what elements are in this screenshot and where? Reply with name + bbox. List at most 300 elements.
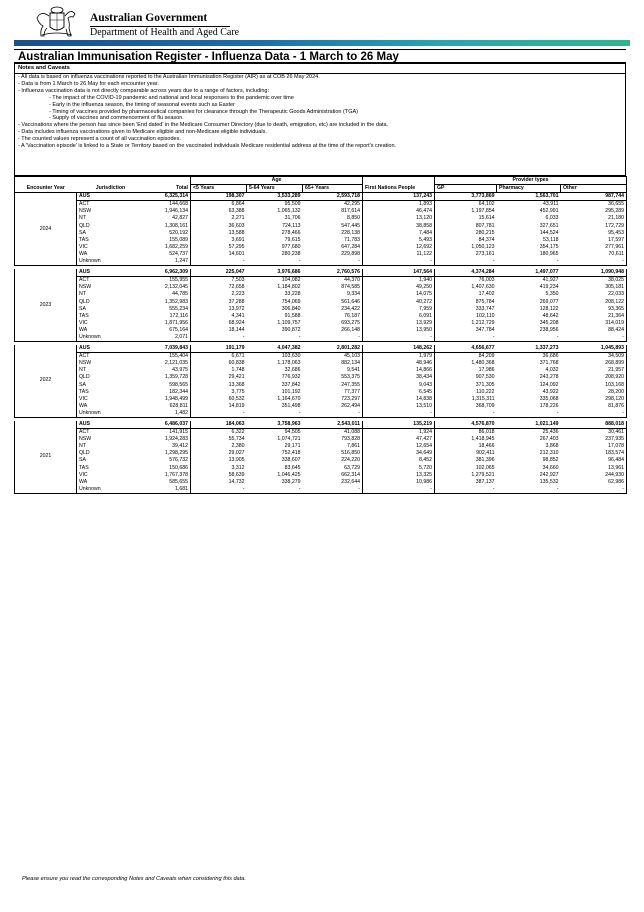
value-cell: - [435,258,497,266]
value-cell: 1,924 [363,429,435,437]
jurisdiction-cell: NT [77,291,145,298]
column-header: Pharmacy [497,185,561,193]
note-item: - Supply of vaccines and commencement of flu season. [49,115,184,122]
table-row [15,320,627,327]
value-cell: 39,412 [172,443,188,450]
value-cell: 327,651 [539,222,559,229]
value-cell: - [303,334,363,342]
value-cell: 9,334 [347,291,360,298]
table-row [15,291,627,298]
value-cell: 14,075 [363,291,435,298]
value-cell: 17,402 [435,291,497,298]
value-cell: 36,686 [542,353,559,360]
value-cell: 561,646 [341,298,360,305]
jurisdiction-cell: AUS [77,269,145,277]
value-cell: 63,388 [191,208,247,215]
value-cell: 1,090,948 [561,269,627,277]
value-cell: 46,474 [363,208,435,215]
value-cell: 104,082 [281,277,301,284]
value-cell: 110,222 [435,389,497,396]
value-cell: 306,840 [281,305,301,312]
jurisdiction-cell: ACT [77,201,145,209]
value-cell: 155,955 [169,277,188,284]
value-cell: - [191,334,247,342]
value-cell: 11,122 [363,251,435,258]
value-cell: 1,871,956 [164,319,188,326]
jurisdiction-cell: QLD [77,223,145,230]
table-row [15,353,627,361]
table-row [15,396,627,403]
table-row [15,334,627,342]
value-cell: 93,365 [561,306,627,313]
jurisdiction-cell: SA [77,230,145,237]
jurisdiction-cell: SA [77,382,145,389]
value-cell: 247,355 [341,381,360,388]
value-cell: 1,074,721 [277,436,301,443]
jurisdiction-cell: ACT [77,353,145,361]
value-cell: 14,866 [363,367,435,374]
value-cell: - [435,410,497,418]
value-cell: 1,308,161 [164,222,188,229]
column-header: Other [561,185,627,193]
value-cell: 1,480,368 [435,360,497,367]
value-cell: 278,466 [281,229,301,236]
encounter-year-cell: 2022 [15,345,77,417]
value-cell: 6,962,309 [145,269,191,277]
jurisdiction-cell: AUS [77,421,145,429]
value-cell: 70,611 [561,251,627,258]
column-header: 65+ Years [303,185,363,193]
jurisdiction-cell: NSW [77,284,145,291]
value-cell: 144,668 [169,201,188,208]
value-cell: 29,171 [284,443,301,450]
value-cell: 754,069 [281,298,301,305]
value-cell: 57,295 [191,244,247,251]
value-cell: 135,532 [539,478,559,485]
value-cell: 21,364 [561,313,627,320]
note-item: - The impact of the COVID-19 pandemic and national and local responses to the pandemic over time [49,94,294,101]
value-cell: 21,180 [561,215,627,222]
table-row [15,486,627,494]
jurisdiction-cell: SA [77,306,145,313]
note-item: - Early in the influenza season, the timing of seasonal events such as Easter [49,101,235,108]
column-header: <5 Years [191,185,247,193]
table-row [15,251,627,258]
value-cell: 124,092 [539,381,559,388]
value-cell: - [303,410,363,418]
value-cell: 662,314 [341,471,360,478]
notes-list [15,74,625,150]
table-row [15,465,627,472]
value-cell: 2,380 [191,443,247,450]
encounter-year-cell: 2023 [15,269,77,341]
value-cell: 1,247 [145,258,191,266]
value-cell: 1,050,123 [435,244,497,251]
value-cell: 907,530 [435,374,497,381]
value-cell: 36,603 [191,223,247,230]
jurisdiction-cell: TAS [77,313,145,320]
value-cell: 7,861 [347,443,360,450]
value-cell: 29,421 [191,374,247,381]
value-cell: 3,775 [191,389,247,396]
value-cell: 875,784 [435,299,497,306]
value-cell: 155,404 [169,353,188,360]
value-cell: 3,868 [545,443,559,450]
value-cell: 17,078 [561,443,627,450]
value-cell: 147,564 [363,269,435,277]
value-cell: 225,047 [191,269,247,277]
value-cell: 13,510 [363,403,435,410]
value-cell: 1,767,378 [164,471,188,478]
value-cell: 33,228 [284,291,301,298]
table-row [15,421,627,429]
report-title: Australian Immunisation Register - Influenza Data - 1 March to 26 May [14,49,626,63]
value-cell: 647,284 [341,243,360,250]
value-cell: 419,234 [539,284,559,291]
value-cell: 817,614 [341,208,360,215]
value-cell: 1,893 [363,201,435,209]
value-cell: - [435,486,497,494]
value-cell: 598,565 [169,381,188,388]
value-cell: 172,729 [561,223,627,230]
table-row [15,223,627,230]
value-cell: 232,644 [341,478,360,485]
value-cell: 94,505 [284,429,301,436]
value-cell: 452,991 [539,208,559,215]
value-cell: 208,920 [561,374,627,381]
value-cell: - [561,334,627,342]
group-header-row [15,177,627,185]
table-row [15,299,627,306]
value-cell: 874,585 [341,284,360,291]
value-cell: 1,563,701 [497,193,561,201]
value-cell: 12,654 [363,443,435,450]
value-cell: 98,852 [542,457,559,464]
value-cell: 38,434 [363,374,435,381]
value-cell: 280,215 [435,230,497,237]
value-cell: 42,295 [344,201,360,208]
value-cell: 1,046,425 [277,471,301,478]
value-cell: 183,574 [561,450,627,457]
value-cell: 22,033 [561,291,627,298]
value-cell: 3,691 [191,237,247,244]
value-cell: 2,760,576 [303,269,363,277]
value-cell: 6,671 [191,353,247,361]
value-cell: 371,768 [539,360,559,367]
value-cell: 2,593,718 [303,193,363,201]
value-cell: 576,732 [169,457,188,464]
column-header: 5-64 Years [247,185,303,193]
value-cell: 266,148 [341,326,360,333]
value-cell: 41,088 [344,429,360,436]
value-cell: - [435,334,497,342]
value-cell: 137,243 [363,193,435,201]
value-cell: 1,979 [363,353,435,361]
value-cell: 144,524 [539,229,559,236]
jurisdiction-cell: SA [77,457,145,464]
value-cell: 102,110 [435,313,497,320]
value-cell: 17,986 [435,367,497,374]
value-cell: 37,288 [191,299,247,306]
note-item: - Timing of vaccines provided by pharmaceutical companies for clearance through the Therapeutic Goods Administration (TGA) [49,108,358,115]
value-cell: 34,660 [542,464,559,471]
column-header: Encounter Year [15,185,77,193]
value-cell: - [247,486,303,494]
influenza-data-table [14,176,626,494]
jurisdiction-cell: TAS [77,465,145,472]
column-header: GP [435,185,497,193]
value-cell: 41,927 [542,277,559,284]
value-cell: 1,948,499 [164,395,188,402]
jurisdiction-cell: WA [77,403,145,410]
jurisdiction-cell: VIC [77,472,145,479]
value-cell: 1,482 [145,410,191,418]
value-cell: 103,630 [281,353,301,360]
value-cell: 354,175 [539,243,559,250]
value-cell: 2,223 [191,291,247,298]
value-cell: 172,116 [169,312,188,319]
value-cell: - [303,258,363,266]
value-cell: 91,588 [284,312,301,319]
table-row [15,389,627,396]
value-cell: 3,758,963 [247,421,303,429]
value-cell: 34,509 [561,353,627,361]
value-cell: 212,310 [539,450,559,457]
value-cell: 182,344 [169,388,188,395]
jurisdiction-cell: NT [77,443,145,450]
value-cell: 4,341 [191,313,247,320]
value-cell: 3,976,686 [247,269,303,277]
value-cell: 244,930 [561,472,627,479]
value-cell: 44,370 [344,277,360,284]
table-row [15,306,627,313]
value-cell: 345,208 [539,319,559,326]
value-cell: 6,486,037 [145,421,191,429]
jurisdiction-cell: TAS [77,237,145,244]
value-cell: 387,137 [435,479,497,486]
value-cell: 13,961 [561,465,627,472]
value-cell: 776,932 [281,374,301,381]
value-cell: 977,680 [281,243,301,250]
value-cell: 14,601 [191,251,247,258]
value-cell: 277,961 [561,244,627,251]
value-cell: 34,649 [363,450,435,457]
value-cell: 234,422 [341,305,360,312]
value-cell: 269,077 [539,298,559,305]
value-cell: 13,588 [191,230,247,237]
value-cell: 10,986 [363,479,435,486]
value-cell: 7,039,843 [145,345,191,353]
value-cell: 21,957 [561,367,627,374]
value-cell: - [561,410,627,418]
value-cell: - [561,486,627,494]
value-cell: 553,375 [341,374,360,381]
value-cell: 5,720 [363,465,435,472]
encounter-year-cell: 2021 [15,421,77,493]
value-cell: 64,102 [435,201,497,209]
table-row [15,472,627,479]
value-cell: 17,597 [561,237,627,244]
value-cell: 1,021,149 [497,421,561,429]
value-cell: 2,543,011 [303,421,363,429]
value-cell: 55,734 [191,436,247,443]
value-cell: 12,692 [363,244,435,251]
value-cell: 2,121,035 [164,360,188,367]
table-row [15,201,627,209]
value-cell: 198,307 [191,193,247,201]
value-cell: 371,305 [435,382,497,389]
value-cell: - [561,258,627,266]
value-cell: 238,956 [539,326,559,333]
value-cell: 1,298,295 [164,450,188,457]
value-cell: 1,418,945 [435,436,497,443]
value-cell: 4,047,382 [247,345,303,353]
value-cell: 191,179 [191,345,247,353]
table-row [15,374,627,381]
value-cell: 2,132,045 [164,284,188,291]
value-cell: 882,134 [341,360,360,367]
jurisdiction-cell: TAS [77,389,145,396]
value-cell: - [303,486,363,494]
value-cell: 101,192 [281,388,301,395]
value-cell: 103,168 [561,382,627,389]
value-cell: - [363,334,435,342]
jurisdiction-cell: ACT [77,429,145,437]
value-cell: 38,858 [363,223,435,230]
value-cell: 1,178,063 [277,360,301,367]
value-cell: 1,359,728 [164,374,188,381]
value-cell: 13,325 [363,472,435,479]
value-cell: 1,212,729 [435,320,497,327]
value-cell: 13,950 [363,327,435,334]
value-cell: 368,709 [435,403,497,410]
value-cell: 516,850 [341,450,360,457]
value-cell: 4,374,284 [435,269,497,277]
value-cell: 1,748 [191,367,247,374]
value-cell: 902,411 [435,450,497,457]
jurisdiction-cell: AUS [77,345,145,353]
value-cell: 555,234 [169,305,188,312]
jurisdiction-cell: NT [77,215,145,222]
value-cell: 79,615 [284,236,301,243]
value-cell: 1,681 [145,486,191,494]
value-cell: 280,238 [281,250,301,257]
value-cell: 807,781 [435,223,497,230]
value-cell: 4,576,870 [435,421,497,429]
value-cell: 390,872 [281,326,301,333]
provider-group-header: Provider types [435,177,627,185]
table-row [15,284,627,291]
value-cell: 141,915 [169,429,188,436]
jurisdiction-cell: QLD [77,374,145,381]
jurisdiction-cell: Unknown [77,258,145,266]
value-cell: 178,226 [539,402,559,409]
value-cell: 60,838 [191,360,247,367]
column-header-row [15,185,627,193]
value-cell: 314,019 [561,320,627,327]
value-cell: 1,164,670 [277,395,301,402]
value-cell: 155,089 [169,236,188,243]
value-cell: 338,279 [281,478,301,485]
value-cell: 14,819 [191,403,247,410]
value-cell: 7,484 [363,230,435,237]
value-cell: 84,374 [435,237,497,244]
value-cell: 95,509 [284,201,301,208]
table-row [15,367,627,374]
value-cell: 793,828 [341,436,360,443]
value-cell: 128,122 [539,305,559,312]
note-item: - Vaccinations where the person has since been 'End dated' in the Medicare Consumer Directory (due to death, emigration, etc) are included in the data. [18,122,389,129]
jurisdiction-cell: NSW [77,436,145,443]
value-cell: - [497,258,561,266]
jurisdiction-cell: QLD [77,450,145,457]
value-cell: 6,545 [363,389,435,396]
value-cell: 305,181 [561,284,627,291]
value-cell: 77,377 [344,388,360,395]
value-cell: 84,209 [435,353,497,361]
value-cell: 6,325,314 [145,193,191,201]
value-cell: 1,315,311 [435,396,497,403]
value-cell: 242,927 [539,471,559,478]
table-row [15,479,627,486]
note-item: - Data is from 1 March to 26 May for each encounter year. [18,80,159,87]
table-row [15,410,627,418]
table-row [15,429,627,437]
value-cell: 8,452 [363,457,435,464]
jurisdiction-cell: QLD [77,299,145,306]
page-header [14,2,630,42]
value-cell: 60,532 [191,396,247,403]
value-cell: 1,940 [363,277,435,285]
column-header: Jurisdiction [77,185,145,193]
value-cell: 43,922 [542,388,559,395]
value-cell: 298,120 [561,396,627,403]
value-cell: 262,494 [341,402,360,409]
value-cell: - [363,486,435,494]
table-row [15,208,627,215]
table-row [15,457,627,464]
value-cell: 29,027 [191,450,247,457]
value-cell: 81,876 [561,403,627,410]
value-cell: 6,091 [363,313,435,320]
note-item: - All data is based on influenza vaccinations reported to the Australian Immunisation Register (AIR) as at COB 26 May 2024. [18,74,320,80]
value-cell: 693,275 [341,319,360,326]
table-row [15,237,627,244]
value-cell: 208,122 [561,299,627,306]
value-cell: 228,138 [341,229,360,236]
table-row [15,258,627,266]
value-cell: 585,655 [169,478,188,485]
value-cell: 6,864 [191,201,247,209]
value-cell: 2,071 [145,334,191,342]
table-row [15,313,627,320]
value-cell: 13,120 [363,215,435,222]
value-cell: 102,065 [435,465,497,472]
value-cell: 267,403 [539,436,559,443]
value-cell: 1,407,630 [435,284,497,291]
table-row [15,403,627,410]
table-row [15,450,627,457]
value-cell: 5,493 [363,237,435,244]
value-cell: 1,279,521 [435,472,497,479]
value-cell: 48,642 [542,312,559,319]
value-cell: 229,898 [341,250,360,257]
notes-heading: Notes and Caveats [15,64,625,74]
encounter-year-cell: 2024 [15,193,77,266]
value-cell: 6,322 [191,429,247,437]
value-cell: 28,200 [561,389,627,396]
value-cell: 724,113 [282,222,301,229]
